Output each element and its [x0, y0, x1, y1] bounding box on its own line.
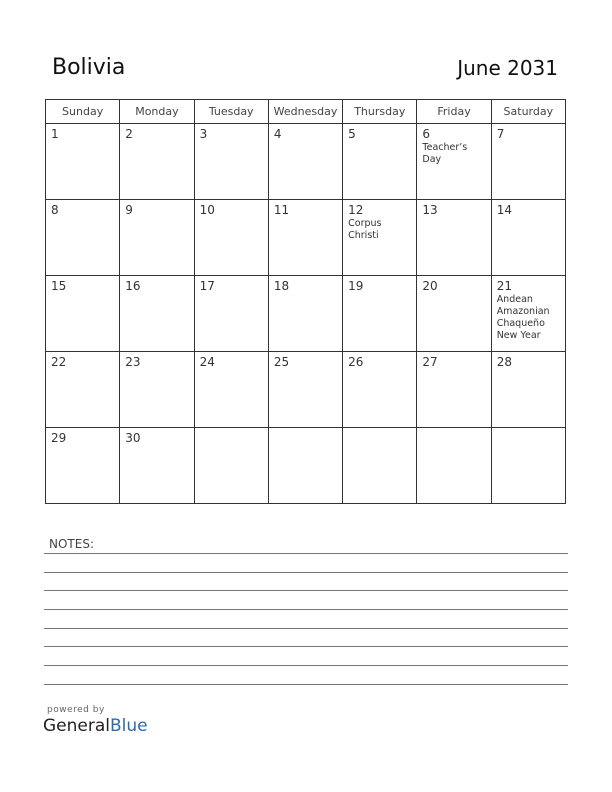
day-number: 7 [496, 127, 505, 141]
day-cell [343, 428, 417, 504]
day-cell [268, 200, 342, 276]
day-number: 15 [51, 279, 67, 293]
day-cell [417, 352, 491, 428]
day-cell [120, 124, 194, 200]
day-cell [491, 352, 565, 428]
day-cell [268, 276, 342, 352]
note-line [44, 684, 568, 685]
powered-by-text: powered by [47, 705, 105, 715]
weekday-header: Sunday [46, 100, 120, 124]
day-number: 10 [199, 203, 215, 217]
day-number: 17 [199, 279, 215, 293]
day-cell [46, 200, 120, 276]
week-row [46, 428, 566, 504]
note-line [44, 628, 568, 629]
day-number: 8 [51, 203, 59, 217]
weekday-header-row [46, 100, 566, 124]
note-line [44, 590, 568, 591]
weekday-header: Thursday [343, 100, 417, 124]
day-cell [491, 124, 565, 200]
day-number: 20 [422, 279, 438, 293]
generalblue-logo [43, 716, 148, 736]
note-line [44, 572, 568, 573]
day-cell [491, 276, 565, 352]
day-number: 26 [348, 355, 364, 369]
note-line [44, 665, 568, 666]
notes-label: NOTES: [49, 537, 94, 551]
logo-general-text: General [43, 716, 110, 736]
day-cell [343, 276, 417, 352]
calendar-grid [45, 99, 566, 504]
day-cell [194, 276, 268, 352]
day-cell [120, 200, 194, 276]
day-cell [491, 200, 565, 276]
weekday-header: Wednesday [268, 100, 342, 124]
note-line [44, 553, 568, 554]
logo-blue-text: Blue [110, 716, 148, 736]
day-number: 14 [496, 203, 512, 217]
day-number: 30 [125, 431, 141, 445]
day-cell [46, 124, 120, 200]
day-cell [194, 428, 268, 504]
day-number: 19 [348, 279, 364, 293]
day-number: 13 [422, 203, 438, 217]
day-number: 1 [51, 127, 59, 141]
day-number: 18 [273, 279, 290, 293]
day-cell [491, 428, 565, 504]
weekday-header: Monday [120, 100, 194, 124]
day-number: 21 [496, 279, 512, 293]
day-cell [120, 276, 194, 352]
day-cell [46, 276, 120, 352]
day-number: 24 [199, 355, 215, 369]
day-cell [194, 124, 268, 200]
day-number: 25 [273, 355, 290, 369]
day-number: 16 [125, 279, 141, 293]
country-title: Bolivia [52, 55, 126, 80]
month-year-title: June 2031 [457, 56, 558, 80]
day-cell [194, 352, 268, 428]
day-number: 11 [273, 203, 290, 217]
day-cell [343, 124, 417, 200]
day-cell [417, 276, 491, 352]
week-row [46, 276, 566, 352]
day-cell [120, 428, 194, 504]
day-cell [46, 352, 120, 428]
day-number: 6 [422, 127, 431, 141]
weekday-header: Friday [417, 100, 491, 124]
day-number: 4 [273, 127, 282, 141]
day-number: 2 [125, 127, 133, 141]
day-cell [417, 124, 491, 200]
day-cell [343, 352, 417, 428]
weekday-header: Tuesday [194, 100, 268, 124]
weekday-header: Saturday [491, 100, 565, 124]
day-cell [268, 428, 342, 504]
week-row [46, 352, 566, 428]
holiday-label: Teacher’s Day [422, 142, 468, 165]
day-cell [417, 428, 491, 504]
day-number: 12 [348, 203, 364, 217]
day-cell [417, 200, 491, 276]
day-number: 29 [51, 431, 67, 445]
week-row [46, 200, 566, 276]
day-cell [343, 200, 417, 276]
day-number: 28 [496, 355, 512, 369]
holiday-label: Andean Amazonian Chaqueño New Year [496, 294, 550, 341]
day-number: 9 [125, 203, 133, 217]
day-number: 3 [199, 127, 208, 141]
note-line [44, 646, 568, 647]
day-cell [46, 428, 120, 504]
day-number: 27 [422, 355, 438, 369]
day-number: 23 [125, 355, 141, 369]
day-cell [268, 352, 342, 428]
day-cell [120, 352, 194, 428]
week-row [46, 124, 566, 200]
day-number: 5 [348, 127, 356, 141]
note-line [44, 609, 568, 610]
day-number: 22 [51, 355, 67, 369]
day-cell [194, 200, 268, 276]
day-cell [268, 124, 342, 200]
holiday-label: Corpus Christi [348, 218, 382, 241]
